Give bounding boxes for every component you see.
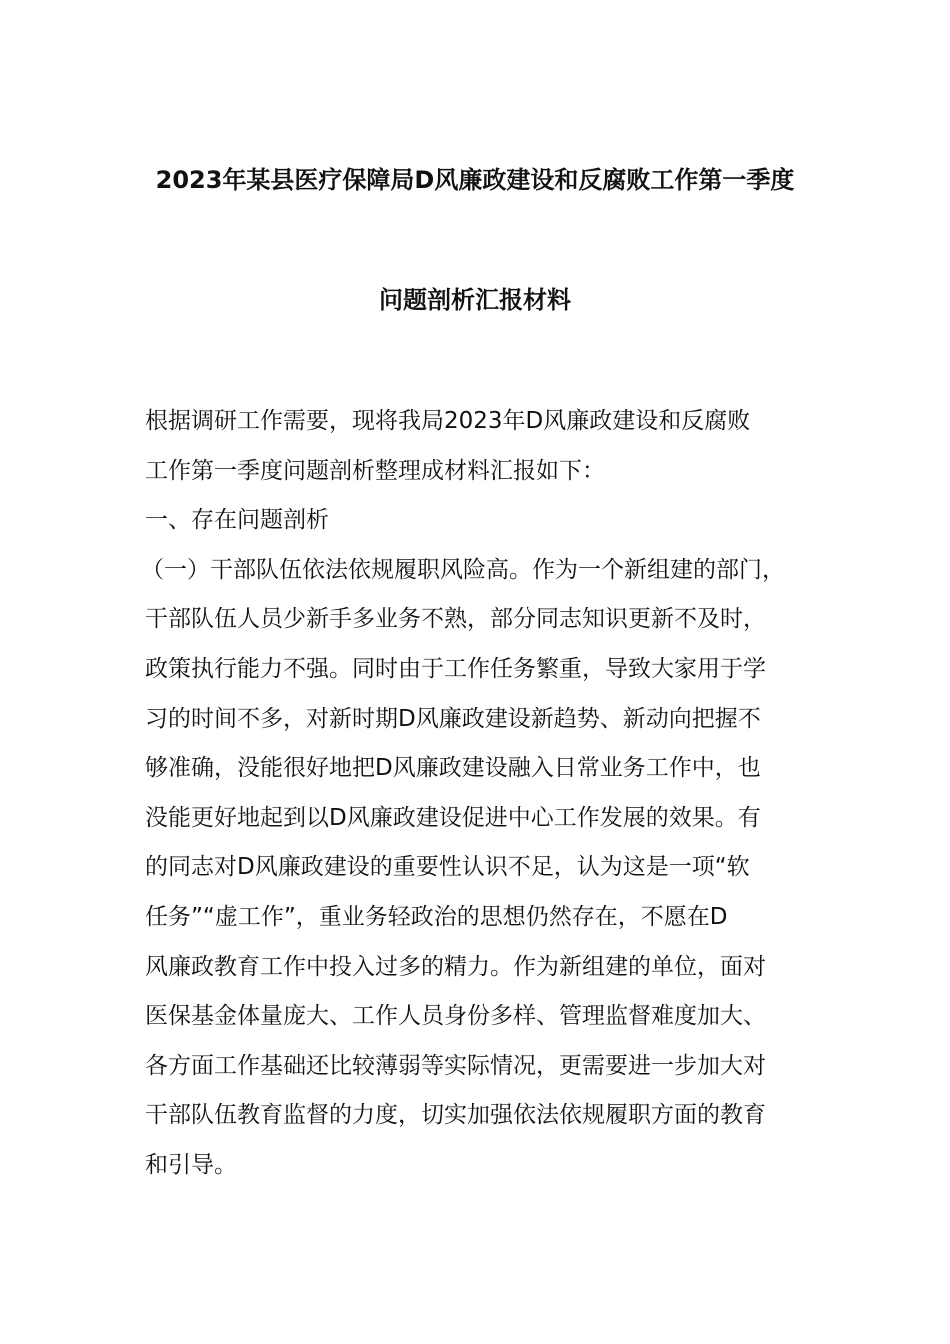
subsection-heading-line: （一）干部队伍依法依规履职风险高。作为一个新组建的部门， bbox=[141, 556, 785, 583]
document-body bbox=[141, 397, 815, 1191]
body-line: 根据调研工作需要，现将我局2023年D风廉政建设和反腐败 bbox=[145, 408, 751, 434]
body-line: 习的时间不多，对新时期D风廉政建设新趋势、新动向把握不 bbox=[145, 705, 761, 732]
body-line: 干部队伍教育监督的力度，切实加强依法依规履职方面的教育 bbox=[145, 1102, 766, 1129]
body-line: 没能更好地起到以D风廉政建设促进中心工作发展的效果。有 bbox=[145, 804, 761, 831]
document-title-line-1: 2023年某县医疗保障局D风廉政建设和反腐败工作第一季度 bbox=[155, 166, 795, 194]
body-line: 干部队伍人员少新手多业务不熟，部分同志知识更新不及时， bbox=[145, 606, 766, 633]
body-line: 够准确，没能很好地把D风廉政建设融入日常业务工作中，也 bbox=[145, 755, 761, 782]
body-line: 和引导。 bbox=[145, 1151, 237, 1178]
body-line: 政策执行能力不强。同时由于工作任务繁重，导致大家用于学 bbox=[145, 655, 766, 682]
body-line: 工作第一季度问题剖析整理成材料汇报如下： bbox=[145, 457, 605, 484]
body-line: 医保基金体量庞大、工作人员身份多样、管理监督难度加大、 bbox=[145, 1003, 766, 1030]
body-line: 各方面工作基础还比较薄弱等实际情况，更需要进一步加大对 bbox=[145, 1052, 766, 1079]
body-line: 的同志对D风廉政建设的重要性认识不足，认为这是一项“软 bbox=[145, 854, 750, 881]
body-line: 任务”“虚工作”，重业务轻政治的思想仍然存在，不愿在D bbox=[145, 903, 728, 930]
body-line: 风廉政教育工作中投入过多的精力。作为新组建的单位，面对 bbox=[145, 953, 766, 980]
document-title-line-2: 问题剖析汇报材料 bbox=[379, 286, 571, 314]
section-heading: 一、存在问题剖析 bbox=[145, 507, 329, 534]
